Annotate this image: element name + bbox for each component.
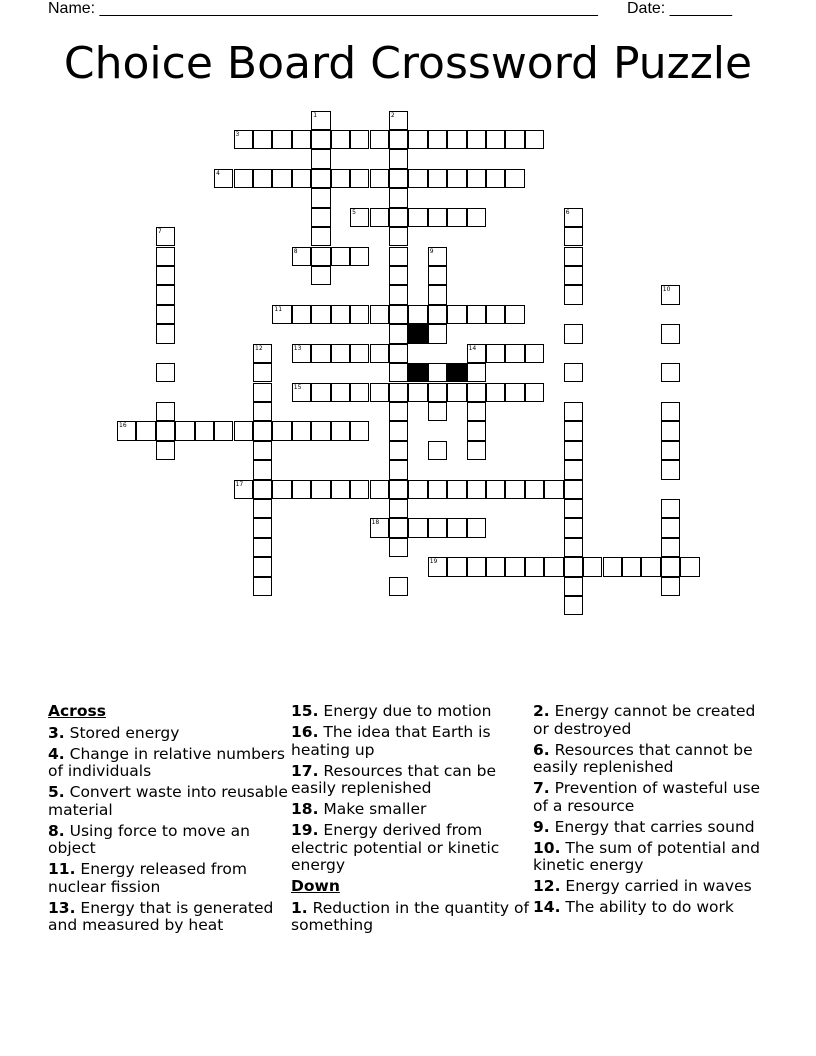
grid-cell[interactable] (408, 480, 427, 499)
grid-cell[interactable] (428, 402, 447, 421)
clue-down-7: 7. Prevention of wasteful use of a resource (533, 779, 761, 815)
grid-cell[interactable] (564, 247, 583, 266)
grid-cell[interactable] (311, 305, 330, 324)
grid-cell[interactable] (350, 208, 369, 227)
grid-cell[interactable] (661, 324, 680, 343)
grid-cell[interactable] (661, 421, 680, 440)
grid-cell[interactable] (564, 208, 583, 227)
grid-block (408, 363, 427, 382)
clue-down-14: 14. The ability to do work (533, 898, 734, 916)
grid-cell[interactable] (408, 518, 427, 537)
grid-cell[interactable] (661, 518, 680, 537)
grid-cell[interactable] (272, 305, 291, 324)
grid-cell[interactable] (564, 557, 583, 576)
grid-cell[interactable] (447, 518, 466, 537)
grid-cell[interactable] (311, 421, 330, 440)
grid-cell[interactable] (564, 227, 583, 246)
clue-across-4: 4. Change in relative numbers of individuals (48, 744, 285, 780)
grid-cell[interactable] (156, 363, 175, 382)
grid-cell[interactable] (428, 285, 447, 304)
grid-cell[interactable] (389, 480, 408, 499)
grid-cell[interactable] (389, 130, 408, 149)
clue-across-17: 17. Resources that can be easily replenished (291, 761, 497, 797)
clue-number: 8 (293, 247, 298, 255)
grid-cell[interactable] (428, 208, 447, 227)
grid-cell[interactable] (447, 305, 466, 324)
grid-cell[interactable] (389, 169, 408, 188)
grid-cell[interactable] (370, 208, 389, 227)
grid-cell[interactable] (331, 247, 350, 266)
grid-cell[interactable] (661, 460, 680, 479)
header (0, 0, 816, 22)
grid-cell[interactable] (603, 557, 622, 576)
grid-cell[interactable] (564, 460, 583, 479)
grid-cell[interactable] (408, 208, 427, 227)
grid-cell[interactable] (564, 441, 583, 460)
grid-cell[interactable] (331, 480, 350, 499)
grid-cell[interactable] (467, 441, 486, 460)
grid-cell[interactable] (525, 557, 544, 576)
grid-cell[interactable] (311, 266, 330, 285)
grid-cell[interactable] (156, 421, 175, 440)
grid-cell[interactable] (311, 111, 330, 130)
grid-cell[interactable] (389, 518, 408, 537)
grid-cell[interactable] (486, 557, 505, 576)
grid-cell[interactable] (234, 421, 253, 440)
grid-cell[interactable] (525, 130, 544, 149)
grid-cell[interactable] (253, 363, 272, 382)
clue-number: 11 (274, 305, 283, 313)
clue-across-16: 16. The idea that Earth is heating up (291, 723, 491, 759)
clue-across-11: 11. Energy released from nuclear fission (48, 860, 247, 896)
grid-cell[interactable] (505, 383, 524, 402)
grid-cell[interactable] (564, 577, 583, 596)
grid-cell[interactable] (564, 421, 583, 440)
grid-cell[interactable] (292, 383, 311, 402)
grid-cell[interactable] (564, 324, 583, 343)
grid-cell[interactable] (641, 557, 660, 576)
grid-cell[interactable] (661, 441, 680, 460)
clues-column-1 (48, 703, 288, 938)
grid-cell[interactable] (117, 421, 136, 440)
grid-cell[interactable] (253, 344, 272, 363)
grid-cell[interactable] (389, 344, 408, 363)
grid-cell[interactable] (253, 577, 272, 596)
grid-cell[interactable] (389, 247, 408, 266)
grid-cell[interactable] (525, 383, 544, 402)
grid-cell[interactable] (389, 305, 408, 324)
grid-cell[interactable] (156, 324, 175, 343)
grid-cell[interactable] (389, 188, 408, 207)
down-heading: Down (291, 877, 340, 895)
grid-cell[interactable] (214, 421, 233, 440)
grid-cell[interactable] (564, 538, 583, 557)
grid-cell[interactable] (467, 363, 486, 382)
grid-cell[interactable] (408, 169, 427, 188)
clues-column-2 (291, 703, 531, 938)
grid-cell[interactable] (350, 383, 369, 402)
grid-cell[interactable] (253, 557, 272, 576)
date-field[interactable]: Date: _______ (627, 0, 732, 17)
grid-cell[interactable] (272, 169, 291, 188)
grid-cell[interactable] (564, 285, 583, 304)
grid-cell[interactable] (661, 577, 680, 596)
grid-cell[interactable] (622, 557, 641, 576)
clue-down-2: 2. Energy cannot be created or destroyed (533, 702, 756, 738)
grid-cell[interactable] (661, 538, 680, 557)
grid-cell[interactable] (292, 421, 311, 440)
grid-cell[interactable] (661, 557, 680, 576)
grid-cell[interactable] (253, 402, 272, 421)
clue-number: 3 (235, 131, 240, 138)
grid-cell[interactable] (253, 538, 272, 557)
grid-cell[interactable] (467, 208, 486, 227)
clue-down-6: 6. Resources that cannot be easily replenished (533, 740, 753, 776)
grid-cell[interactable] (253, 441, 272, 460)
grid-cell[interactable] (331, 383, 350, 402)
grid-cell[interactable] (350, 344, 369, 363)
grid-cell[interactable] (350, 169, 369, 188)
grid-cell[interactable] (370, 480, 389, 499)
clue-across-19: 19. Energy derived from electric potential or kinetic energy (291, 821, 500, 874)
clue-number: 1 (313, 111, 318, 119)
grid-cell[interactable] (389, 227, 408, 246)
grid-cell[interactable] (389, 324, 408, 343)
grid-cell[interactable] (389, 402, 408, 421)
grid-cell[interactable] (389, 421, 408, 440)
grid-cell[interactable] (467, 305, 486, 324)
grid-cell[interactable] (370, 305, 389, 324)
grid-cell[interactable] (486, 383, 505, 402)
grid-cell[interactable] (292, 480, 311, 499)
grid-cell[interactable] (253, 421, 272, 440)
grid-cell[interactable] (428, 247, 447, 266)
grid-cell[interactable] (311, 383, 330, 402)
grid-cell[interactable] (156, 402, 175, 421)
grid-cell[interactable] (253, 518, 272, 537)
grid-cell[interactable] (350, 247, 369, 266)
grid-cell[interactable] (136, 421, 155, 440)
grid-cell[interactable] (389, 499, 408, 518)
grid-cell[interactable] (331, 169, 350, 188)
grid-cell[interactable] (428, 363, 447, 382)
clue-number: 13 (293, 344, 302, 352)
clue-down-10: 10. The sum of potential and kinetic energy (533, 838, 760, 874)
clue-number: 12 (255, 344, 263, 352)
grid-cell[interactable] (428, 480, 447, 499)
grid-cell[interactable] (428, 266, 447, 285)
clue-number: 16 (119, 422, 127, 430)
name-field[interactable]: Name: ________________________________________________________ (48, 0, 598, 17)
grid-cell[interactable] (156, 247, 175, 266)
grid-cell[interactable] (564, 518, 583, 537)
grid-cell[interactable] (408, 130, 427, 149)
grid-cell[interactable] (467, 344, 486, 363)
grid-cell[interactable] (292, 169, 311, 188)
grid-cell[interactable] (564, 499, 583, 518)
grid-cell[interactable] (156, 305, 175, 324)
clue-number: 19 (429, 558, 438, 566)
clue-number: 4 (216, 169, 220, 177)
grid-cell[interactable] (331, 305, 350, 324)
grid-cell[interactable] (680, 557, 699, 576)
grid-cell[interactable] (525, 344, 544, 363)
grid-cell[interactable] (311, 130, 330, 149)
grid-cell[interactable] (428, 324, 447, 343)
grid-cell[interactable] (195, 421, 214, 440)
grid-cell[interactable] (389, 208, 408, 227)
clue-across-15: 15. Energy due to motion (291, 702, 492, 720)
grid-cell[interactable] (428, 441, 447, 460)
grid-block (447, 363, 466, 382)
grid-block (408, 324, 427, 343)
grid-cell[interactable] (505, 344, 524, 363)
clue-down-1: 1. Reduction in the quantity of something (291, 898, 529, 934)
grid-cell[interactable] (292, 305, 311, 324)
grid-cell[interactable] (467, 518, 486, 537)
grid-cell[interactable] (389, 266, 408, 285)
grid-cell[interactable] (311, 188, 330, 207)
grid-cell[interactable] (292, 344, 311, 363)
grid-cell[interactable] (486, 169, 505, 188)
grid-cell[interactable] (467, 421, 486, 440)
grid-cell[interactable] (272, 130, 291, 149)
grid-cell[interactable] (156, 285, 175, 304)
clue-number: 10 (662, 286, 671, 294)
grid-cell[interactable] (564, 596, 583, 615)
grid-cell[interactable] (350, 130, 369, 149)
grid-cell[interactable] (428, 518, 447, 537)
clue-across-18: 18. Make smaller (291, 800, 427, 818)
grid-cell[interactable] (661, 402, 680, 421)
grid-cell[interactable] (311, 480, 330, 499)
grid-cell[interactable] (234, 480, 253, 499)
grid-cell[interactable] (331, 421, 350, 440)
grid-cell[interactable] (467, 402, 486, 421)
grid-cell[interactable] (408, 383, 427, 402)
grid-cell[interactable] (447, 557, 466, 576)
grid-cell[interactable] (156, 266, 175, 285)
grid-cell[interactable] (253, 499, 272, 518)
grid-cell[interactable] (564, 266, 583, 285)
grid-cell[interactable] (564, 363, 583, 382)
grid-cell[interactable] (525, 480, 544, 499)
grid-cell[interactable] (544, 480, 563, 499)
grid-cell[interactable] (311, 344, 330, 363)
grid-cell[interactable] (467, 169, 486, 188)
grid-cell[interactable] (292, 130, 311, 149)
grid-cell[interactable] (311, 227, 330, 246)
grid-cell[interactable] (467, 383, 486, 402)
grid-cell[interactable] (234, 130, 253, 149)
grid-cell[interactable] (311, 149, 330, 168)
grid-cell[interactable] (389, 577, 408, 596)
grid-cell[interactable] (486, 480, 505, 499)
grid-cell[interactable] (661, 499, 680, 518)
grid-cell[interactable] (156, 227, 175, 246)
grid-cell[interactable] (389, 111, 408, 130)
grid-cell[interactable] (370, 130, 389, 149)
grid-cell[interactable] (370, 383, 389, 402)
grid-cell[interactable] (350, 305, 369, 324)
grid-cell[interactable] (389, 383, 408, 402)
clues-column-3 (533, 703, 773, 920)
grid-cell[interactable] (447, 480, 466, 499)
grid-cell[interactable] (156, 441, 175, 460)
grid-cell[interactable] (505, 557, 524, 576)
across-heading: Across (48, 702, 106, 720)
grid-cell[interactable] (661, 363, 680, 382)
grid-cell[interactable] (564, 480, 583, 499)
grid-cell[interactable] (428, 169, 447, 188)
clue-number: 9 (429, 247, 434, 255)
grid-cell[interactable] (661, 285, 680, 304)
grid-cell[interactable] (408, 305, 427, 324)
grid-cell[interactable] (292, 247, 311, 266)
grid-cell[interactable] (583, 557, 602, 576)
grid-cell[interactable] (389, 363, 408, 382)
grid-cell[interactable] (389, 441, 408, 460)
clue-number: 14 (468, 344, 477, 352)
clue-across-5: 5. Convert waste into reusable material (48, 783, 288, 819)
grid-cell[interactable] (253, 130, 272, 149)
clue-number: 6 (565, 208, 570, 216)
grid-cell[interactable] (370, 169, 389, 188)
grid-cell[interactable] (272, 480, 291, 499)
grid-cell[interactable] (447, 169, 466, 188)
grid-cell[interactable] (311, 247, 330, 266)
clue-down-9: 9. Energy that carries sound (533, 817, 755, 836)
grid-cell[interactable] (214, 169, 233, 188)
grid-cell[interactable] (350, 480, 369, 499)
clue-across-13: 13. Energy that is generated and measured by heat (48, 898, 274, 934)
grid-cell[interactable] (428, 305, 447, 324)
clue-number: 7 (157, 228, 162, 236)
grid-cell[interactable] (447, 130, 466, 149)
grid-cell[interactable] (544, 557, 563, 576)
grid-cell[interactable] (389, 285, 408, 304)
grid-cell[interactable] (311, 169, 330, 188)
grid-cell[interactable] (389, 460, 408, 479)
grid-cell[interactable] (505, 305, 524, 324)
grid-cell[interactable] (253, 169, 272, 188)
grid-cell[interactable] (486, 344, 505, 363)
clue-across-8: 8. Using force to move an object (48, 821, 250, 857)
clue-number: 18 (371, 519, 380, 527)
grid-cell[interactable] (428, 383, 447, 402)
grid-cell[interactable] (253, 383, 272, 402)
grid-cell[interactable] (467, 480, 486, 499)
grid-cell[interactable] (447, 208, 466, 227)
grid-cell[interactable] (272, 421, 291, 440)
clue-down-12: 12. Energy carried in waves (533, 877, 752, 895)
grid-cell[interactable] (234, 169, 253, 188)
grid-cell[interactable] (389, 538, 408, 557)
clue-number: 15 (293, 383, 302, 391)
grid-cell[interactable] (253, 480, 272, 499)
grid-cell[interactable] (175, 421, 194, 440)
grid-cell[interactable] (467, 557, 486, 576)
grid-cell[interactable] (505, 130, 524, 149)
grid-cell[interactable] (486, 130, 505, 149)
grid-cell[interactable] (331, 130, 350, 149)
clue-number: 17 (235, 480, 244, 488)
grid-cell[interactable] (350, 421, 369, 440)
grid-cell[interactable] (370, 344, 389, 363)
grid-cell[interactable] (428, 130, 447, 149)
grid-cell[interactable] (253, 460, 272, 479)
grid-cell[interactable] (505, 480, 524, 499)
grid-cell[interactable] (447, 383, 466, 402)
grid-cell[interactable] (370, 518, 389, 537)
clue-across-3: 3. Stored energy (48, 723, 180, 742)
grid-cell[interactable] (505, 169, 524, 188)
clue-number: 2 (390, 111, 395, 119)
grid-cell[interactable] (311, 208, 330, 227)
grid-cell[interactable] (428, 557, 447, 576)
grid-cell[interactable] (389, 149, 408, 168)
grid-cell[interactable] (564, 402, 583, 421)
grid-cell[interactable] (331, 344, 350, 363)
page-title: Choice Board Crossword Puzzle (63, 38, 753, 89)
clue-number: 5 (352, 208, 356, 216)
grid-cell[interactable] (467, 130, 486, 149)
grid-cell[interactable] (486, 305, 505, 324)
